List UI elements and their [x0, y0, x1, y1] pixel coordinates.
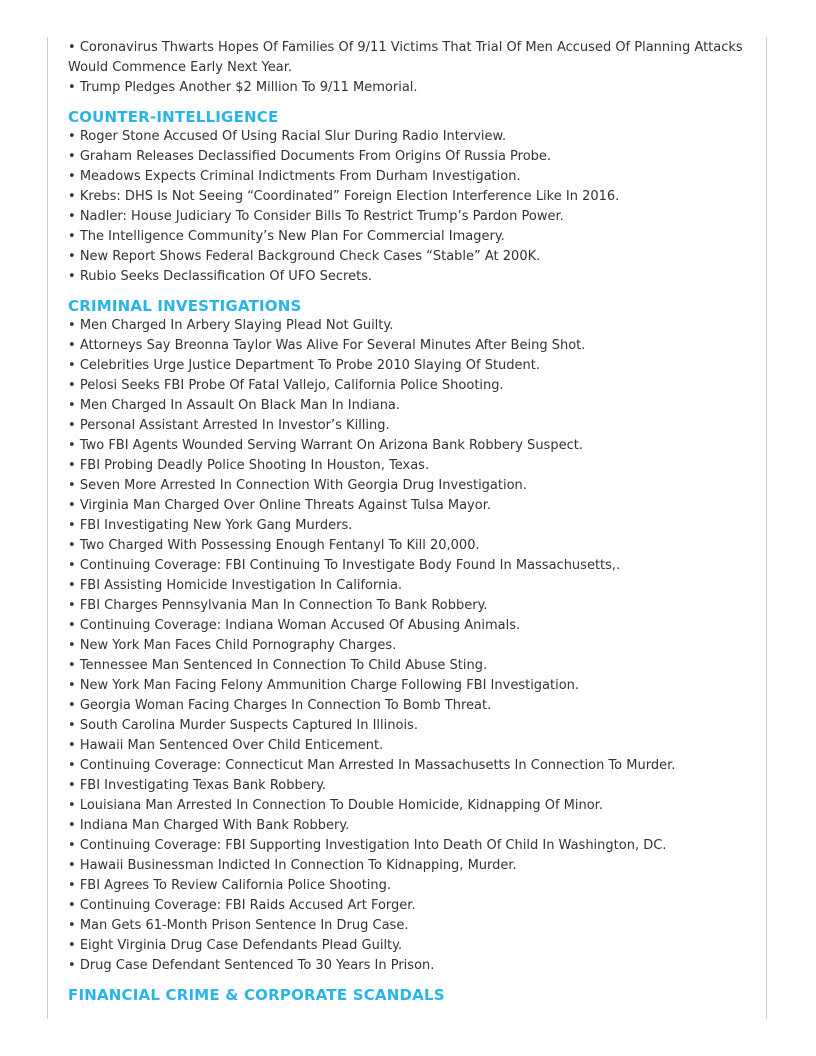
news-item-text: Georgia Woman Facing Charges In Connection To Bomb Threat.: [79, 698, 492, 713]
bullet-icon: •: [68, 149, 76, 164]
news-item: [68, 127, 758, 147]
news-item-text: New Report Shows Federal Background Check Cases “Stable” At 200K.: [79, 249, 541, 264]
bullet-icon: •: [68, 918, 76, 933]
bullet-icon: •: [68, 478, 76, 493]
bullet-icon: •: [68, 778, 76, 793]
news-item-text: Indiana Man Charged With Bank Robbery.: [79, 818, 350, 833]
bullet-icon: •: [68, 938, 76, 953]
bullet-icon: •: [68, 338, 76, 353]
news-item-text: Tennessee Man Sentenced In Connection To Child Abuse Sting.: [79, 658, 488, 673]
bullet-icon: •: [68, 458, 76, 473]
news-item: [68, 456, 758, 476]
news-item: [68, 267, 758, 287]
news-item-text: FBI Investigating New York Gang Murders.: [79, 518, 353, 533]
news-item: [68, 356, 758, 376]
section-heading: FINANCIAL CRIME & CORPORATE SCANDALS: [68, 986, 445, 1004]
bullet-icon: •: [68, 40, 76, 55]
news-item: [68, 916, 758, 936]
section-list: [68, 127, 758, 287]
bullet-icon: •: [68, 638, 76, 653]
news-item-text: Man Gets 61-Month Prison Sentence In Drug Case.: [79, 918, 409, 933]
news-item: [68, 78, 758, 98]
bullet-icon: •: [68, 80, 76, 95]
news-item: [68, 696, 758, 716]
news-item-text: Continuing Coverage: Indiana Woman Accused Of Abusing Animals.: [79, 618, 521, 633]
bullet-icon: •: [68, 438, 76, 453]
bullet-icon: •: [68, 958, 76, 973]
news-item-text: Graham Releases Declassified Documents From Origins Of Russia Probe.: [79, 149, 552, 164]
bullet-icon: •: [68, 129, 76, 144]
section-counter-intelligence: [68, 107, 758, 287]
news-item-text: FBI Agrees To Review California Police Shooting.: [79, 878, 392, 893]
section-list: [68, 316, 758, 976]
news-item-text: Hawaii Businessman Indicted In Connection To Kidnapping, Murder.: [79, 858, 517, 873]
news-item: [68, 776, 758, 796]
bullet-icon: •: [68, 738, 76, 753]
bullet-icon: •: [68, 798, 76, 813]
bullet-icon: •: [68, 618, 76, 633]
sections-container: [68, 107, 758, 1005]
news-item: [68, 616, 758, 636]
news-item: [68, 596, 758, 616]
news-item-text: Meadows Expects Criminal Indictments From Durham Investigation.: [79, 169, 521, 184]
news-item: [68, 476, 758, 496]
news-item: [68, 956, 758, 976]
news-item-text: Nadler: House Judiciary To Consider Bills To Restrict Trump’s Pardon Power.: [79, 209, 564, 224]
news-item: [68, 316, 758, 336]
bullet-icon: •: [68, 678, 76, 693]
news-item-text: Attorneys Say Breonna Taylor Was Alive For Several Minutes After Being Shot.: [79, 338, 586, 353]
news-item-text: Coronavirus Thwarts Hopes Of Families Of 9/11 Victims That Trial Of Men Accused Of Planning Attacks Would Commence Early Next Year.: [68, 40, 743, 75]
news-item: [68, 676, 758, 696]
bullet-icon: •: [68, 878, 76, 893]
news-item: [68, 936, 758, 956]
bullet-icon: •: [68, 898, 76, 913]
newsletter-content: [68, 38, 758, 1005]
news-item: [68, 636, 758, 656]
news-item-text: FBI Assisting Homicide Investigation In California.: [79, 578, 403, 593]
news-item: [68, 436, 758, 456]
bullet-icon: •: [68, 598, 76, 613]
news-item-text: Roger Stone Accused Of Using Racial Slur During Radio Interview.: [79, 129, 507, 144]
news-item-text: Krebs: DHS Is Not Seeing “Coordinated” Foreign Election Interference Like In 2016.: [79, 189, 620, 204]
news-item-text: Continuing Coverage: FBI Continuing To Investigate Body Found In Massachusetts,.: [79, 558, 621, 573]
news-item-text: Drug Case Defendant Sentenced To 30 Years In Prison.: [79, 958, 435, 973]
bullet-icon: •: [68, 498, 76, 513]
bullet-icon: •: [68, 318, 76, 333]
bullet-icon: •: [68, 249, 76, 264]
news-item: [68, 38, 758, 78]
news-item-text: Continuing Coverage: Connecticut Man Arrested In Massachusetts In Connection To Murder.: [79, 758, 676, 773]
bullet-icon: •: [68, 418, 76, 433]
news-item: [68, 247, 758, 267]
bullet-icon: •: [68, 818, 76, 833]
news-item: [68, 187, 758, 207]
news-item-text: FBI Investigating Texas Bank Robbery.: [79, 778, 327, 793]
news-item: [68, 656, 758, 676]
news-item-text: Two Charged With Possessing Enough Fentanyl To Kill 20,000.: [79, 538, 480, 553]
news-item-text: Continuing Coverage: FBI Raids Accused Art Forger.: [79, 898, 416, 913]
news-item-text: Men Charged In Arbery Slaying Plead Not Guilty.: [79, 318, 394, 333]
news-item-text: New York Man Facing Felony Ammunition Charge Following FBI Investigation.: [79, 678, 580, 693]
news-item-text: Personal Assistant Arrested In Investor’s Killing.: [79, 418, 390, 433]
news-item-text: South Carolina Murder Suspects Captured In Illinois.: [79, 718, 418, 733]
section-heading: COUNTER-INTELLIGENCE: [68, 108, 279, 126]
news-item: [68, 207, 758, 227]
news-item-text: FBI Charges Pennsylvania Man In Connection To Bank Robbery.: [79, 598, 488, 613]
news-item-text: Pelosi Seeks FBI Probe Of Fatal Vallejo, California Police Shooting.: [79, 378, 504, 393]
bullet-icon: •: [68, 358, 76, 373]
news-item-text: The Intelligence Community’s New Plan For Commercial Imagery.: [79, 229, 505, 244]
section-financial-crime-corporate-scandals: [68, 985, 758, 1005]
news-item-text: Eight Virginia Drug Case Defendants Plead Guilty.: [79, 938, 403, 953]
news-item: [68, 876, 758, 896]
news-item: [68, 396, 758, 416]
news-item: [68, 856, 758, 876]
news-item: [68, 147, 758, 167]
news-item-text: Celebrities Urge Justice Department To Probe 2010 Slaying Of Student.: [79, 358, 541, 373]
bullet-icon: •: [68, 858, 76, 873]
news-item-text: Louisiana Man Arrested In Connection To Double Homicide, Kidnapping Of Minor.: [79, 798, 603, 813]
bullet-icon: •: [68, 398, 76, 413]
news-item: [68, 896, 758, 916]
bullet-icon: •: [68, 229, 76, 244]
news-item-text: Two FBI Agents Wounded Serving Warrant On Arizona Bank Robbery Suspect.: [79, 438, 583, 453]
news-item: [68, 716, 758, 736]
news-item: [68, 796, 758, 816]
news-item: [68, 736, 758, 756]
section-criminal-investigations: [68, 296, 758, 976]
news-item-text: Seven More Arrested In Connection With Georgia Drug Investigation.: [79, 478, 527, 493]
news-item: [68, 516, 758, 536]
bullet-icon: •: [68, 189, 76, 204]
news-item: [68, 336, 758, 356]
bullet-icon: •: [68, 578, 76, 593]
bullet-icon: •: [68, 758, 76, 773]
news-item-text: FBI Probing Deadly Police Shooting In Houston, Texas.: [79, 458, 430, 473]
section-heading: CRIMINAL INVESTIGATIONS: [68, 297, 302, 315]
news-item-text: Virginia Man Charged Over Online Threats Against Tulsa Mayor.: [79, 498, 491, 513]
bullet-icon: •: [68, 698, 76, 713]
bullet-icon: •: [68, 558, 76, 573]
bullet-icon: •: [68, 518, 76, 533]
news-item: [68, 167, 758, 187]
bullet-icon: •: [68, 718, 76, 733]
news-item-text: Trump Pledges Another $2 Million To 9/11 Memorial.: [79, 80, 418, 95]
news-item: [68, 376, 758, 396]
news-item: [68, 496, 758, 516]
bullet-icon: •: [68, 378, 76, 393]
news-item-text: Hawaii Man Sentenced Over Child Enticement.: [79, 738, 384, 753]
bullet-icon: •: [68, 169, 76, 184]
news-item: [68, 556, 758, 576]
news-item-text: New York Man Faces Child Pornography Charges.: [79, 638, 397, 653]
news-item: [68, 576, 758, 596]
news-item: [68, 416, 758, 436]
news-item: [68, 836, 758, 856]
news-item-text: Continuing Coverage: FBI Supporting Investigation Into Death Of Child In Washington, DC.: [79, 838, 667, 853]
news-item: [68, 816, 758, 836]
bullet-icon: •: [68, 838, 76, 853]
bullet-icon: •: [68, 658, 76, 673]
news-item-text: Rubio Seeks Declassification Of UFO Secrets.: [79, 269, 373, 284]
intro-list: [68, 38, 758, 98]
news-item-text: Men Charged In Assault On Black Man In Indiana.: [79, 398, 401, 413]
news-item: [68, 227, 758, 247]
news-item: [68, 756, 758, 776]
bullet-icon: •: [68, 209, 76, 224]
bullet-icon: •: [68, 269, 76, 284]
bullet-icon: •: [68, 538, 76, 553]
news-item: [68, 536, 758, 556]
